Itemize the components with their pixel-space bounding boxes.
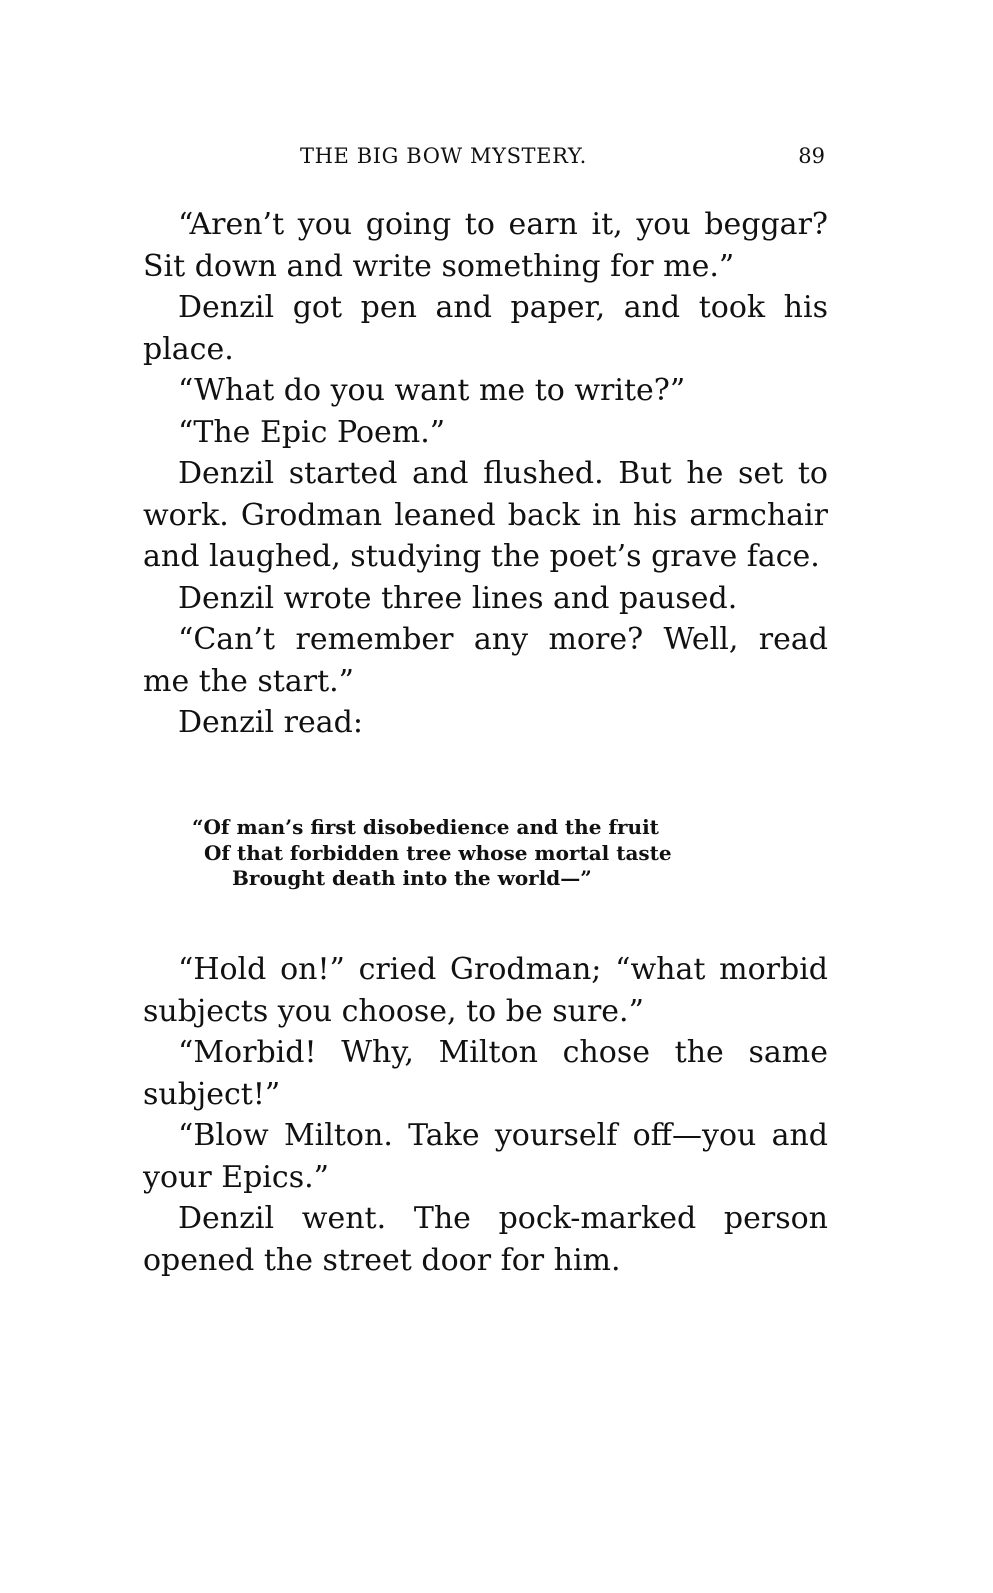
verse-line: Of that forbidden tree whose mortal taste [204, 840, 672, 865]
paragraph: “Morbid! Why, Milton chose the same subject!” [143, 1035, 828, 1112]
paragraph: “Aren’t you going to earn it, you beggar? Sit down and write something for me.” [143, 207, 828, 284]
paragraph: Denzil got pen and paper, and took his place. [143, 290, 828, 367]
verse-line: “Of man’s first disobedience and the fruit [192, 815, 659, 839]
paragraph: “Can’t remember any more? Well, read me the start.” [143, 622, 828, 699]
paragraph: Denzil wrote three lines and paused. [178, 580, 738, 616]
paragraph: “The Epic Poem.” [178, 414, 446, 450]
page-header [300, 144, 825, 174]
verse-quotation [192, 815, 792, 892]
body-text-before-verse [143, 204, 828, 744]
paragraph: “What do you want me to write?” [178, 373, 686, 408]
verse-line: Brought death into the world—” [232, 866, 592, 890]
paragraph: Denzil went. The pock-marked person opened the street door for him. [143, 1201, 828, 1278]
running-title: THE BIG BOW MYSTERY. [300, 144, 587, 168]
page-number: 89 [798, 144, 825, 168]
paragraph: Denzil started and flushed. But he set to work. Grodman leaned back in his armchair and laughed, studying the poet’s grave face. [143, 456, 828, 574]
paragraph: “Hold on!” cried Grodman; “what morbid subjects you choose, to be sure.” [143, 952, 828, 1029]
body-text-after-verse [143, 949, 828, 1281]
paragraph: Denzil read: [178, 705, 363, 740]
paragraph: “Blow Milton. Take yourself off—you and your Epics.” [143, 1118, 828, 1195]
